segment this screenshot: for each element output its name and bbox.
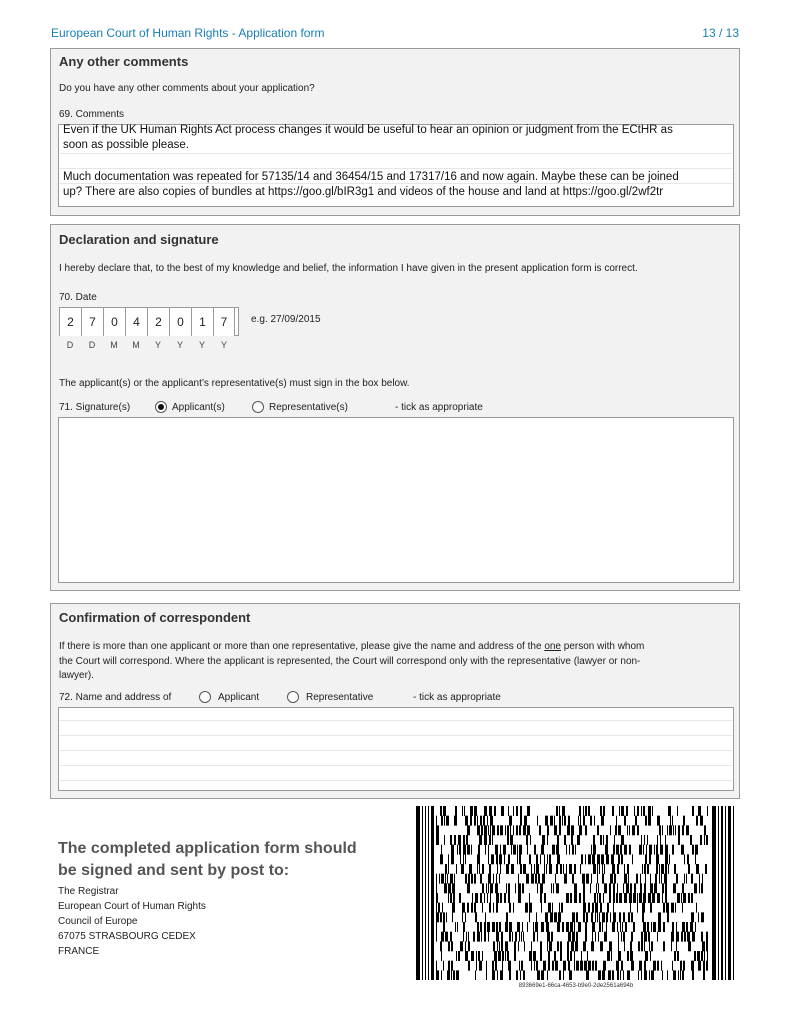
correspondent-applicant-radio[interactable] <box>199 691 211 703</box>
date-format-letter: Y <box>176 340 183 350</box>
correspondent-representative-label: Representative <box>306 692 374 703</box>
date-digit[interactable]: 0 <box>103 308 125 336</box>
correspondent-section-title: Confirmation of correspondent <box>59 610 251 625</box>
comments-section-title: Any other comments <box>59 54 189 69</box>
date-format-letter: D <box>88 340 96 350</box>
date-format-letter: M <box>110 340 118 350</box>
declaration-section <box>50 224 740 591</box>
representative-radio[interactable] <box>252 401 264 413</box>
correspondent-address-field[interactable] <box>58 707 734 791</box>
address-line: The Registrar <box>58 886 119 897</box>
correspondent-section <box>50 603 740 799</box>
correspondent-instructions-line3: lawyer). <box>59 670 95 681</box>
address-line: FRANCE <box>58 946 100 957</box>
barcode-id: 893669e1-66ca-4653-b9e0-2de2561a694b <box>518 983 634 989</box>
comments-field-label: 69. Comments <box>59 109 125 120</box>
date-label: 70. Date <box>59 292 97 303</box>
tick-note: - tick as appropriate <box>395 402 483 413</box>
postal-instructions-title: The completed application form should be signed and sent by post to: <box>58 840 357 879</box>
date-format-letter: D <box>66 340 74 350</box>
comment-line: soon as possible please. <box>63 139 189 151</box>
date-digit[interactable]: 2 <box>147 308 169 336</box>
applicant-radio[interactable] <box>155 401 167 413</box>
instructions-text: If there is more than one applicant or more than one representative, please give the name and address of the <box>59 641 545 652</box>
instructions-emphasis: one <box>544 641 561 652</box>
correspondent-tick-note: - tick as appropriate <box>413 692 501 703</box>
address-line: Council of Europe <box>58 916 138 927</box>
date-format-letter: Y <box>220 340 227 350</box>
applicant-radio-label: Applicant(s) <box>172 402 225 413</box>
date-digit[interactable]: 0 <box>169 308 191 336</box>
correspondent-instructions-line2: the Court will correspond. Where the applicant is represented, the Court will correspond only with the representative (lawyer or non- <box>59 656 641 667</box>
sign-instruction: The applicant(s) or the applicant’s representative(s) must sign in the box below. <box>59 378 410 389</box>
date-example: e.g. 27/09/2015 <box>251 314 321 325</box>
date-field[interactable] <box>59 307 239 336</box>
date-digit[interactable]: 7 <box>81 308 103 336</box>
correspondent-representative-radio[interactable] <box>287 691 299 703</box>
date-digit[interactable]: 2 <box>59 308 81 336</box>
instructions-text: person with whom <box>561 641 645 652</box>
date-digit[interactable]: 7 <box>213 308 235 336</box>
declaration-section-title: Declaration and signature <box>59 232 219 247</box>
representative-radio-label: Representative(s) <box>269 402 348 413</box>
comments-question: Do you have any other comments about your application? <box>59 83 315 94</box>
date-format-letter: Y <box>198 340 205 350</box>
address-line: European Court of Human Rights <box>58 901 206 912</box>
page-number: 13 / 13 <box>702 26 739 40</box>
correspondent-field-label: 72. Name and address of <box>59 692 172 703</box>
date-digit[interactable]: 4 <box>125 308 147 336</box>
date-digit[interactable]: 1 <box>191 308 213 336</box>
declaration-statement: I hereby declare that, to the best of my knowledge and belief, the information I have given in the present application form is correct. <box>59 263 638 274</box>
date-format-letter: Y <box>154 340 161 350</box>
pdf417-barcode <box>416 806 736 980</box>
signature-label: 71. Signature(s) <box>59 402 131 413</box>
date-format-letter: M <box>132 340 140 350</box>
signature-box[interactable] <box>58 417 734 583</box>
comment-line: Even if the UK Human Rights Act process changes it would be useful to hear an opinion or judgment from the ECtHR as <box>63 124 673 136</box>
correspondent-applicant-label: Applicant <box>218 692 260 703</box>
comment-line: up? There are also copies of bundles at https://goo.gl/bIR3g1 and videos of the house and land at https://goo.gl/2wf2tr <box>63 186 664 198</box>
address-line: 67075 STRASBOURG CEDEX <box>58 931 196 942</box>
comments-section <box>50 48 740 216</box>
comment-line: Much documentation was repeated for 57135/14 and 36454/15 and 17317/16 and now again. Maybe these can be joined <box>63 171 679 183</box>
correspondent-instructions <box>59 640 735 654</box>
comments-textarea[interactable] <box>58 124 734 207</box>
form-header-title: European Court of Human Rights - Application form <box>51 26 325 40</box>
